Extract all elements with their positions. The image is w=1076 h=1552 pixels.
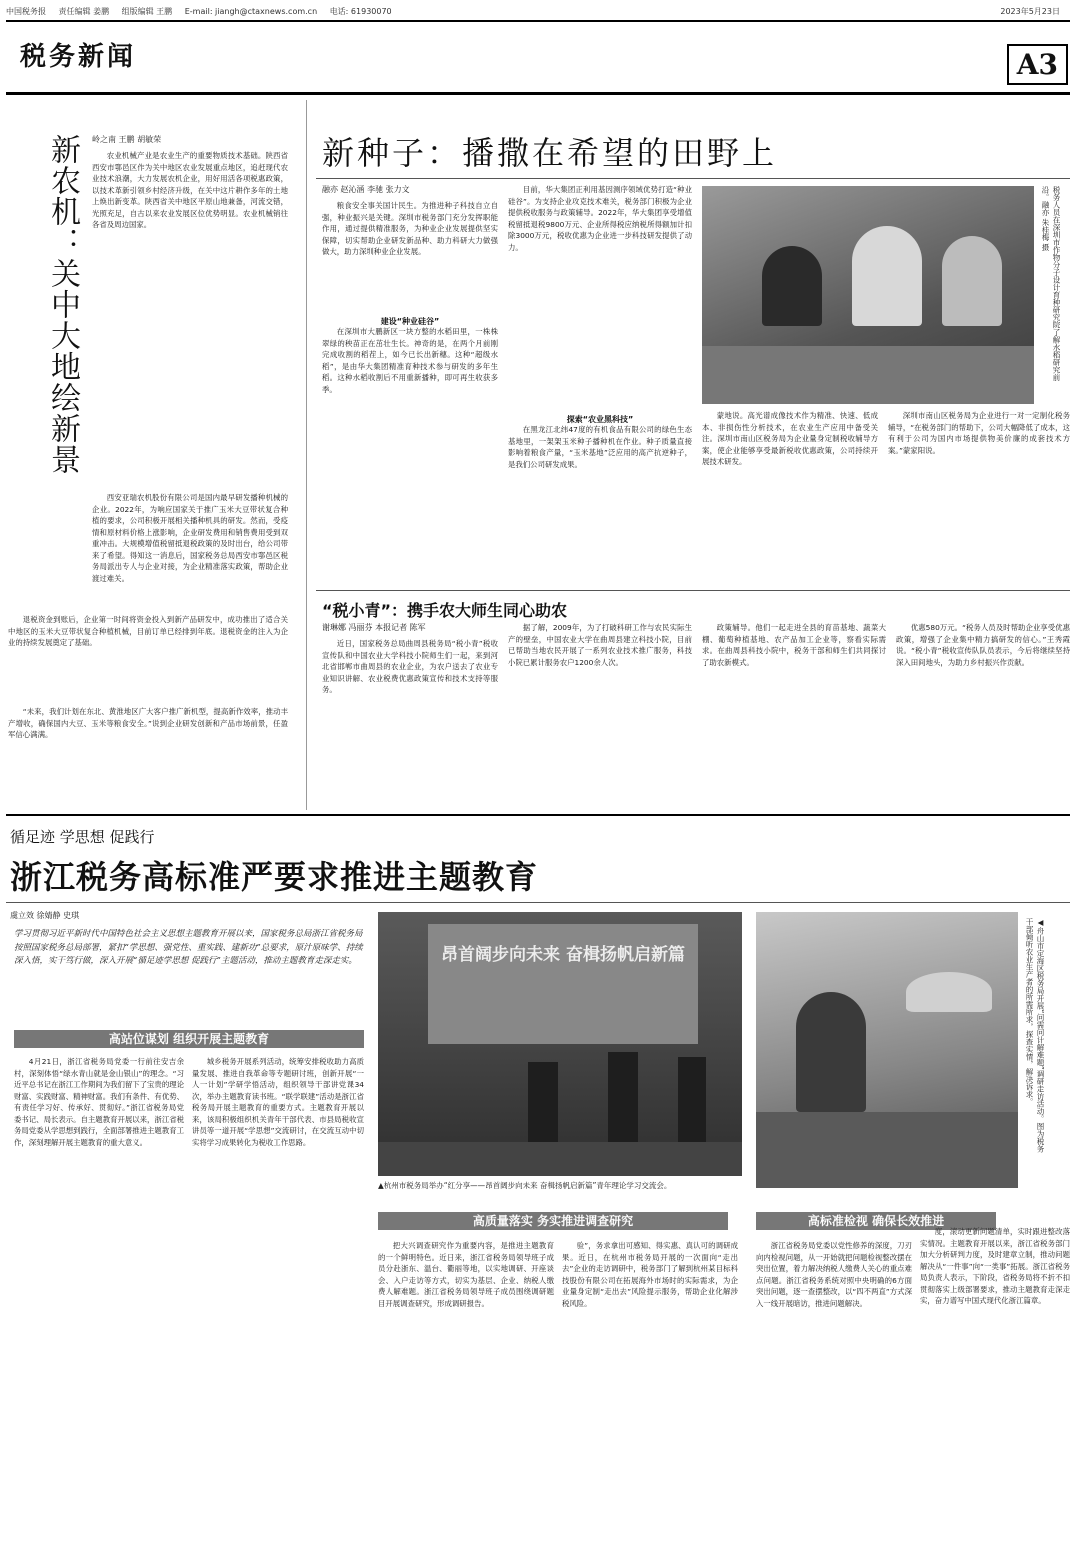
article4-col3: 把大兴调查研究作为重要内容，是推进主题教育的一个鲜明特色。近日来，浙江省税务局领导班子成员分赴浙东、温台、衢丽等地，以实地调研、开座谈会、入户走访等方式，切实为基层、企业、纳税人缴费人解难题。浙江省税务局领导班子成员围绕调研题目开展调查研究，形成调研报告。: [378, 1241, 554, 1308]
article3-col4: 优惠580万元。“税务人员及时帮助企业享受优惠政策，增强了企业集中精力搞研发的信心。”王秀霞说。“税小青”税收宣传队队员表示，今后将继续坚持深入田间地头，为助力乡村振兴作贡献。: [896, 623, 1070, 667]
article2-byline: 融亦 赵沁涵 李驰 张力文: [322, 185, 410, 194]
article2-subhead1: 建设“种业硅谷”: [380, 317, 440, 326]
paper-name: 中国税务报: [6, 7, 46, 16]
layout-editor: 组版编辑 王鹏: [121, 7, 173, 16]
article2-col1: 粮食安全事关国计民生。为推进种子科技自立自强，种业振兴是关键。深圳市税务部门充分发挥职能作用，通过提供精准服务，为种业企业发展提供坚实保障，切实帮助企业研发新品种、助力科研大力做强做大，助力深圳种业企业发展。: [322, 201, 498, 256]
article4-col5: 浙江省税务局党委以党性修养的深度，刀刃向内检视问题，从一开始就把问题检视整改摆在突出位置，着力解决纳税人缴费人关心的重点难点问题。浙江省税务系统对照中央明确的6方面突出问题，逐一查摆整改，以“四不两直”方式深入一线开展暗访，推进问题解决。: [756, 1241, 912, 1308]
article2-col2: 目前，华大集团正利用基因测序领域优势打造“种业硅谷”。为支持企业攻克技术难关，税务部门积极为企业提供税收服务与政策辅导。2022年，华大集团享受增值税留抵退税9800万元、企业所得税应纳税所得额加计扣除3000万元，税收优惠为企业进一步科技研发提供了动力。: [508, 185, 692, 252]
email: E-mail: jiangh@ctaxnews.com.cn: [184, 7, 318, 16]
lab-bench: [702, 346, 1034, 404]
field-photo-wrap: [756, 912, 1018, 1188]
article3-col2: 据了解，2009年，为了打破科研工作与农民实际生产的壁垒，中国农业大学在曲周县建立科技小院，目前已帮助当地农民开展了一系列农业技术推广服务，科技小院已累计服务农户1200余人次。: [508, 623, 692, 667]
person-shape: [762, 246, 822, 326]
article4-title: 浙江税务高标准严要求推进主题教育: [10, 858, 539, 896]
article3-byline: 谢琳娜 冯丽芬 本报记者 陈军: [322, 623, 426, 632]
person-shape: [796, 992, 866, 1112]
article2-title: 新种子：播撒在希望的田野上: [322, 134, 778, 172]
field-photo: [756, 912, 1018, 1188]
article1-col1: 农业机械产业是农业生产的重要物质技术基础。陕西省西安市鄠邑区作为关中地区农业发展重点地区，追赶现代农业技术浪潮，大力发展农机企业，用好用活各项税惠政策，以技术革新引领乡村经济升级，在关中这片耕作多年的土地上焕出新变革。陕西省关中地区平原山地兼备，河流交错，光照充足，自古以来农业发展区位优势明显。农业机械销往各省及周边国家。: [92, 151, 288, 229]
forum-photo-caption: ▲杭州市税务局举办“红分享——昂首阔步向未来 奋楫扬帆启新篇”青年理论学习交流会。: [378, 1181, 672, 1190]
article2-photo-caption: 税务人员在深圳市作物分子设计育种研究院了解水稻研究前沿。融亦 朱桂梅 摄: [1041, 186, 1061, 381]
article3-col3: 政策辅导。他们一起走进全县的育苗基地、蔬菜大棚、葡萄种植基地、农产品加工企业等，察看实际需求。在曲周县科技小院中，税务干部和师生们共同探讨了助农新模式。: [702, 623, 886, 667]
article3-rule: [316, 590, 1070, 591]
article1-title: 新农机：关中大地绘新景: [45, 134, 80, 475]
article1-col3: 退税资金到账后，企业第一时间将资金投入到新产品研发中，成功推出了适合关中地区的玉米大豆带状复合种植机械，目前订单已经排到年底。退税资金的注入为企业的持续发展奠定了基础。: [8, 615, 288, 647]
person-shape: [608, 1052, 638, 1142]
article4-col1: 4月21日，浙江省税务局党委一行前往安吉余村，深刻体悟“绿水青山就是金山银山”的理念。“习近平总书记在浙江工作期间为我们留下了宝贵的理论财富、实践财富、精神财富。我们有条件、有优势、有责任学习好、传承好、贯彻好。”浙江省税务局党委书记、局长表示。自主题教育开展以来，浙江省税务局党委从学思想到践行，全面部署推进主题教育工作，深刻理解开展主题教育的重大意义。: [14, 1057, 184, 1147]
stage-screen: 昂首阔步向未来 奋楫扬帆启新篇: [428, 924, 698, 1044]
editor-name: 责任编辑 姜鹏: [58, 7, 110, 16]
article3-title: “税小青”：携手农大师生同心助农: [322, 601, 568, 620]
article4-byline: 虞立效 徐婧静 史琪: [10, 911, 80, 920]
section-title: 税务新闻: [20, 42, 137, 72]
article2-col3: 蒙地说。高光谱成像技术作为精准、快速、低成本、非损伤性分析技术，在农业生产应用中备受关注。深圳市南山区税务局为企业量身定制税收辅导方案，使企业能够享受最新税收优惠政策，公司持续开展技术研发。: [702, 411, 878, 466]
stage-floor: [378, 1142, 742, 1176]
person-shape: [852, 226, 922, 326]
article1-col2: 西安亚瑞农机股份有限公司是国内最早研发播种机械的企业。2022年，为响应国家关于推广玉米大豆带状复合种植的要求，公司积极开展相关播种机具的研发。然而，受疫情和原材料价格上涨影响，企业研发费用和销售费用受到双重冲击。大规模增值税留抵退税政策的及时出台，给公司带来了希望。得知这一消息后，国家税务总局西安市鄠邑区税务局派出专人与企业对接，为企业精准落实政策，帮助企业渡过难关。: [92, 493, 288, 583]
article4-col6: 度，滚动更新问题清单，实时跟进整改落实情况。主题教育开展以来，浙江省税务部门加大分析研判力度，及时建章立制，推动问题解决从“一件事”向“一类事”拓展。浙江省税务局负责人表示，下阶段，省税务局将不折不扣贯彻落实上级部署要求，推动主题教育走深走实，奋力谱写中国式现代化浙江篇章。: [920, 1227, 1070, 1305]
article4-col4: 验”，务求拿出可感知、得实惠、真认可的调研成果。近日，在杭州市税务局开展的一次面向“走出去”企业的走访调研中，税务部门了解到杭州某目标科技股份有限公司在拓展海外市场时的实际需求，为企业量身定制“走出去”风险提示服务，帮助企业化解涉税风险。: [562, 1241, 738, 1308]
article4-rule: [6, 902, 1070, 903]
article1-col4: “未来，我们计划在东北、黄淮地区广大客户推广新机型，提高新作效率，推动丰产增收，确保国内大豆、玉米等粮食安全。”说到企业研发创新和产品市场前景，任盈军信心满满。: [8, 707, 288, 739]
person-shape: [678, 1057, 706, 1142]
article4-intro: 学习贯彻习近平新时代中国特色社会主义思想主题教育开展以来，国家税务总局浙江省税务局按照国家税务总局部署，紧扣“学思想、强党性、重实践、建新功”总要求，原汁原味学、持续深入悟，实干笃行做，深入开展“循足迹学思想 促践行”主题活动，推动主题教育走深走实。: [14, 929, 363, 966]
column-separator: [306, 100, 307, 810]
person-shape: [942, 236, 1002, 326]
plants: [756, 1112, 1018, 1188]
headline-rule: [316, 178, 1070, 179]
article1-byline: 岭之南 王鹏 胡敏荣: [92, 135, 162, 144]
page-number-badge: A3: [1007, 44, 1068, 85]
article3-col1: 近日，国家税务总局曲周县税务局“税小青”税收宣传队和中国农业大学科技小院师生们一起，来到河北省邯郸市曲周县的农业企业，为农户送去了农业专业知识讲解、农业税费优惠政策宣传和技术支持等服务。: [322, 639, 498, 694]
phone: 电话: 61930070: [329, 7, 392, 16]
article4-kicker: 循足迹 学思想 促践行: [10, 828, 155, 846]
lower-rule: [6, 814, 1070, 816]
hat-shape: [906, 972, 992, 1012]
banner-2: 高质量落实 务实推进调查研究: [378, 1212, 728, 1230]
masthead-line: [6, 6, 1070, 20]
section-rule: [6, 92, 1070, 95]
top-rule: [6, 20, 1070, 22]
article2-col4: 深圳市南山区税务局为企业进行一对一定制化税务辅导，“在税务部门的帮助下，公司大幅降低了成本，这有利于公司为国内市场提供物美价廉的成套技术方案。”蒙家阳说。: [888, 411, 1070, 455]
article2-col1b: 在深圳市大鹏新区一块方整的水稻田里，一株株翠绿的秧苗正在茁壮生长。神奇的是，在两个月前刚完成收割的稻茬上，如今已长出新穗。这种“超级水稻”，是由华大集团精准育种技术参与研发的多年生稻。这种水稻收割后不用重新播种，即可再生收获多季。: [322, 327, 498, 394]
article2-col2b: 在黑龙江北纬47度的有机食品有限公司的绿色生态基地里，一架架玉米种子播种机在作业。种子质量直接影响着粮食产量，“玉米基地”泛应用的高产抗逆种子，是我们公司研发成果。: [508, 425, 692, 469]
forum-photo: [378, 912, 742, 1176]
article2-subhead2: 探索“农业黑科技”: [566, 415, 634, 424]
issue-date: 2023年5月23日: [1000, 7, 1060, 16]
article4-col2: 城乡税务开展系列活动，统筹安排税收助力高质量发展、推进自我革命等专题研讨班，创新开展“一人一计划”学研学悟活动，组织领导干部讲党课34次，举办主题教育读书班。“联学联建”活动是浙江省税务局开展主题教育的重要方式。主题教育开展以来，该局积极组织机关青年干部代表、市县局税收宣讲员等一道开展“学思想”交流研讨，在交流互动中切实将学习成果转化为税收工作思路。: [192, 1057, 364, 1147]
banner-3: 高标准检视 确保长效推进: [756, 1212, 996, 1230]
lab-photo: [702, 186, 1034, 404]
field-photo-caption: ◀舟山市定海区税务局开展“问需问计解难题”调研走访活动。图为税务干部倾听农业生产者的所需所求，探查实情，解决诉求。: [1025, 918, 1045, 1153]
banner-1: 高站位谋划 组织开展主题教育: [14, 1030, 364, 1048]
person-shape: [528, 1062, 558, 1142]
